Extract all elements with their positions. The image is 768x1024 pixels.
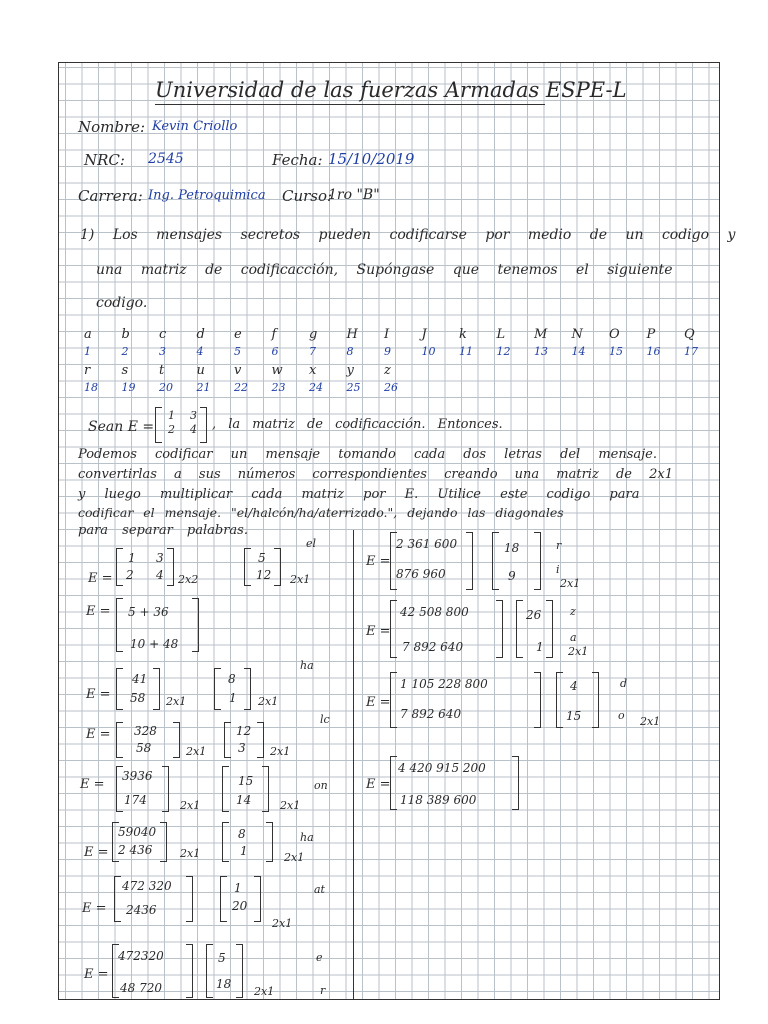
bracket-right [236, 944, 243, 998]
matrix-cell: 2 436 [118, 843, 153, 857]
bracket-left [116, 668, 123, 710]
code-letter: u [196, 363, 205, 378]
code-number: 21 [196, 381, 211, 394]
pair-label: a [570, 631, 577, 644]
pair-label: r [320, 984, 326, 997]
bracket-right [254, 876, 261, 922]
code-letter: H [346, 327, 358, 342]
bracket-right [496, 600, 503, 658]
para-line-1: Podemos codificar un mensaje tomando cada dos letras del mensaje. [78, 447, 657, 462]
pair-label: at [314, 883, 325, 896]
curso-label: Curso: [282, 187, 333, 205]
code-letter: P [646, 327, 656, 342]
code-letter: g [309, 327, 318, 342]
pair-label: el [306, 537, 317, 550]
bracket-right [173, 722, 180, 758]
code-letter: Q [684, 327, 695, 342]
vector-cell: 1 [234, 881, 242, 895]
code-letter: s [121, 363, 129, 378]
pair-label: z [570, 605, 576, 618]
vector-cell: 26 [526, 608, 542, 622]
matrix-cell: 876 960 [396, 567, 446, 581]
pair-label: lc [320, 713, 330, 726]
vector-cell: 18 [504, 541, 520, 555]
e-label: E = [366, 554, 391, 569]
code-letter: N [571, 327, 583, 342]
code-number: 14 [571, 345, 586, 358]
bracket-right [167, 548, 174, 586]
code-letter: r [84, 363, 91, 378]
e-label: E = [88, 571, 113, 586]
para-line-5: para separar palabras. [78, 523, 248, 538]
bracket-right [244, 668, 251, 710]
code-number: 18 [84, 381, 98, 394]
matrix-cell: 2 [126, 568, 134, 582]
bracket-right [546, 600, 553, 658]
dim-label: 2x1 [272, 917, 293, 930]
bracket-left [116, 548, 123, 586]
pair-label: r [556, 539, 562, 552]
bracket-right [534, 672, 541, 728]
vector-cell: 1 [536, 640, 544, 654]
pair-label: i [556, 563, 560, 576]
bracket-right [192, 598, 199, 652]
code-number: 26 [384, 381, 398, 394]
problem-line-2: una matriz de codificacción, Supóngase que tenemos el siguiente [96, 262, 673, 278]
dim-label: 2x1 [568, 645, 589, 658]
vector-cell: 3 [238, 741, 246, 755]
bracket-right [466, 532, 473, 590]
vector-cell: 8 [228, 672, 236, 686]
matrix-cell: 58 [136, 741, 152, 755]
matrix-cell: 3 [156, 551, 164, 565]
matrix-cell: 42 508 800 [400, 605, 469, 619]
vector-cell: 9 [508, 569, 516, 583]
vector-cell: 15 [238, 774, 254, 788]
matrix-cell: 4 420 915 200 [398, 761, 486, 775]
code-letter: x [309, 363, 317, 378]
problem-line-3: codigo. [96, 295, 148, 311]
code-letter: O [609, 327, 620, 342]
code-letter: w [271, 363, 283, 378]
code-number: 7 [309, 345, 316, 358]
matrix-cell: 41 [132, 672, 148, 686]
code-letter: b [121, 327, 130, 342]
column-divider [353, 530, 354, 1000]
code-number: 23 [271, 381, 286, 394]
matrix-cell: 472320 [118, 949, 164, 963]
vector-cell: 12 [256, 568, 272, 582]
code-number: 11 [459, 345, 473, 358]
sean-text: , la matriz de codificacción. Entonces. [212, 417, 503, 432]
code-number: 2 [121, 345, 129, 358]
bracket-right [160, 822, 167, 862]
fecha-value: 15/10/2019 [328, 150, 415, 168]
bracket-left [220, 876, 227, 922]
code-number: 9 [384, 345, 391, 358]
code-number: 15 [609, 345, 623, 358]
bracket-left [116, 598, 123, 652]
matrix-cell: 59040 [118, 825, 157, 839]
vector-cell: 5 [258, 551, 266, 565]
sean-m21: 2 [168, 423, 175, 436]
bracket-right [162, 766, 169, 812]
code-number: 16 [646, 345, 661, 358]
title-underline [155, 104, 545, 105]
carrera-label: Carrera: [78, 187, 143, 205]
matrix-cell: 10 + 48 [130, 637, 179, 651]
bracket-right [274, 548, 281, 586]
bracket-right [186, 876, 193, 922]
code-letter: L [496, 327, 506, 342]
pair-label: on [314, 779, 328, 792]
bracket-left [224, 722, 231, 758]
pair-label: o [618, 709, 625, 722]
bracket-left [222, 766, 229, 812]
code-number: 19 [121, 381, 136, 394]
bracket-right [153, 668, 160, 710]
code-number: 13 [534, 345, 548, 358]
sean-label: Sean E = [88, 419, 155, 435]
code-number: 12 [496, 345, 511, 358]
bracket-left [206, 944, 213, 998]
dim-label: 2x1 [560, 577, 581, 590]
para-line-2: convertirlas a sus números correspondientes creando una matriz de 2x1 [78, 467, 673, 482]
code-number: 5 [234, 345, 241, 358]
code-number: 24 [309, 381, 323, 394]
carrera-value: Ing. Petroquimica [148, 188, 266, 203]
university-title: Universidad de las fuerzas Armadas ESPE-L [155, 78, 627, 102]
dim-label: 2x1 [180, 799, 201, 812]
nrc-value: 2545 [148, 151, 184, 167]
para-line-3: y luego multiplicar cada matriz por E. Utilice este codigo para [78, 487, 640, 502]
bracket-right [534, 532, 541, 590]
code-number: 25 [346, 381, 361, 394]
vector-cell: 15 [566, 709, 582, 723]
matrix-cell: 118 389 600 [400, 793, 477, 807]
code-letter: k [459, 327, 467, 342]
vector-cell: 1 [240, 844, 248, 858]
e-label: E = [80, 777, 105, 792]
code-number: 10 [421, 345, 436, 358]
bracket-left [244, 548, 251, 586]
code-letter: c [159, 327, 167, 342]
e-label: E = [366, 695, 391, 710]
matrix-cell: 1 [128, 551, 136, 565]
pair-label: d [620, 677, 628, 690]
matrix-cell: 1 105 228 800 [400, 677, 488, 691]
code-letter: f [271, 327, 277, 342]
bracket-left [116, 722, 123, 758]
nombre-label: Nombre: [78, 118, 146, 136]
code-number: 17 [684, 345, 698, 358]
matrix-cell: 4 [156, 568, 164, 582]
bracket-right [266, 822, 273, 862]
code-letter: v [234, 363, 242, 378]
bracket-right [257, 722, 264, 758]
vector-cell: 8 [238, 827, 246, 841]
vector-cell: 4 [570, 679, 578, 693]
dim-label: 2x1 [258, 695, 279, 708]
code-number: 4 [196, 345, 204, 358]
bracket-left [114, 876, 121, 922]
matrix-cell: 7 892 640 [400, 707, 462, 721]
code-number: 6 [271, 345, 279, 358]
sean-bracket-left [155, 407, 162, 443]
code-letter: z [384, 363, 391, 378]
code-number: 22 [234, 381, 248, 394]
para-line-4: codificar el mensaje. "el/halcón/ha/aterrizado.", dejando las diagonales [78, 505, 564, 520]
matrix-cell: 58 [130, 691, 146, 705]
nombre-value: Kevin Criollo [152, 119, 238, 134]
vector-cell: 14 [236, 793, 252, 807]
code-letter: I [384, 327, 390, 342]
curso-value: 1ro "B" [328, 187, 380, 203]
dim-label: 2x2 [178, 573, 199, 586]
matrix-cell: 174 [124, 793, 147, 807]
bracket-left [222, 822, 229, 862]
dim-label: 2x1 [280, 799, 301, 812]
code-letter: t [159, 363, 165, 378]
matrix-cell: 48 720 [120, 981, 162, 995]
bracket-right [512, 756, 519, 810]
sean-bracket-right [200, 407, 207, 443]
matrix-cell: 328 [134, 724, 157, 738]
code-letter: a [84, 327, 92, 342]
code-letter: e [234, 327, 242, 342]
matrix-cell: 3936 [122, 769, 153, 783]
e-label: E = [84, 845, 109, 860]
bracket-left [390, 600, 397, 658]
bracket-left [214, 668, 221, 710]
sean-m11: 1 [168, 409, 175, 422]
dim-label: 2x1 [270, 745, 291, 758]
bracket-left [516, 600, 523, 658]
dim-label: 2x1 [186, 745, 207, 758]
vector-cell: 18 [216, 977, 232, 991]
matrix-cell: 2 361 600 [396, 537, 458, 551]
dim-label: 2x1 [290, 573, 311, 586]
e-label: E = [84, 967, 109, 982]
bracket-left [390, 756, 397, 810]
fecha-label: Fecha: [272, 151, 323, 169]
e-label: E = [366, 624, 391, 639]
dim-label: 2x1 [254, 985, 275, 998]
code-letter: M [534, 327, 548, 342]
bracket-right [262, 766, 269, 812]
pair-label: e [316, 951, 323, 964]
bracket-left [556, 672, 563, 728]
matrix-cell: 7 892 640 [402, 640, 464, 654]
bracket-right [186, 944, 193, 998]
dim-label: 2x1 [166, 695, 187, 708]
sean-m12: 3 [190, 409, 197, 422]
bracket-left [390, 672, 397, 728]
vector-cell: 12 [236, 724, 252, 738]
code-number: 8 [346, 345, 354, 358]
code-number: 3 [159, 345, 166, 358]
matrix-cell: 5 + 36 [128, 605, 169, 619]
pair-label: ha [300, 831, 314, 844]
code-number: 1 [84, 345, 91, 358]
code-letter: d [196, 327, 205, 342]
vector-cell: 5 [218, 951, 226, 965]
matrix-cell: 472 320 [122, 879, 172, 893]
problem-line-1: 1) Los mensajes secretos pueden codificarse por medio de un codigo y [80, 227, 736, 243]
code-number: 20 [159, 381, 173, 394]
dim-label: 2x1 [284, 851, 305, 864]
dim-label: 2x1 [180, 847, 201, 860]
nrc-label: NRC: [84, 151, 125, 169]
code-letter: J [421, 327, 427, 342]
pair-label: ha [300, 659, 314, 672]
code-letter: y [346, 363, 354, 378]
e-label: E = [86, 687, 111, 702]
bracket-right [592, 672, 599, 728]
dim-label: 2x1 [640, 715, 661, 728]
e-label: E = [86, 604, 111, 619]
e-label: E = [86, 727, 111, 742]
e-label: E = [366, 777, 391, 792]
bracket-left [492, 532, 499, 590]
matrix-cell: 2436 [126, 903, 157, 917]
vector-cell: 1 [229, 691, 237, 705]
sean-m22: 4 [190, 423, 197, 436]
vector-cell: 20 [232, 899, 248, 913]
e-label: E = [82, 901, 107, 916]
